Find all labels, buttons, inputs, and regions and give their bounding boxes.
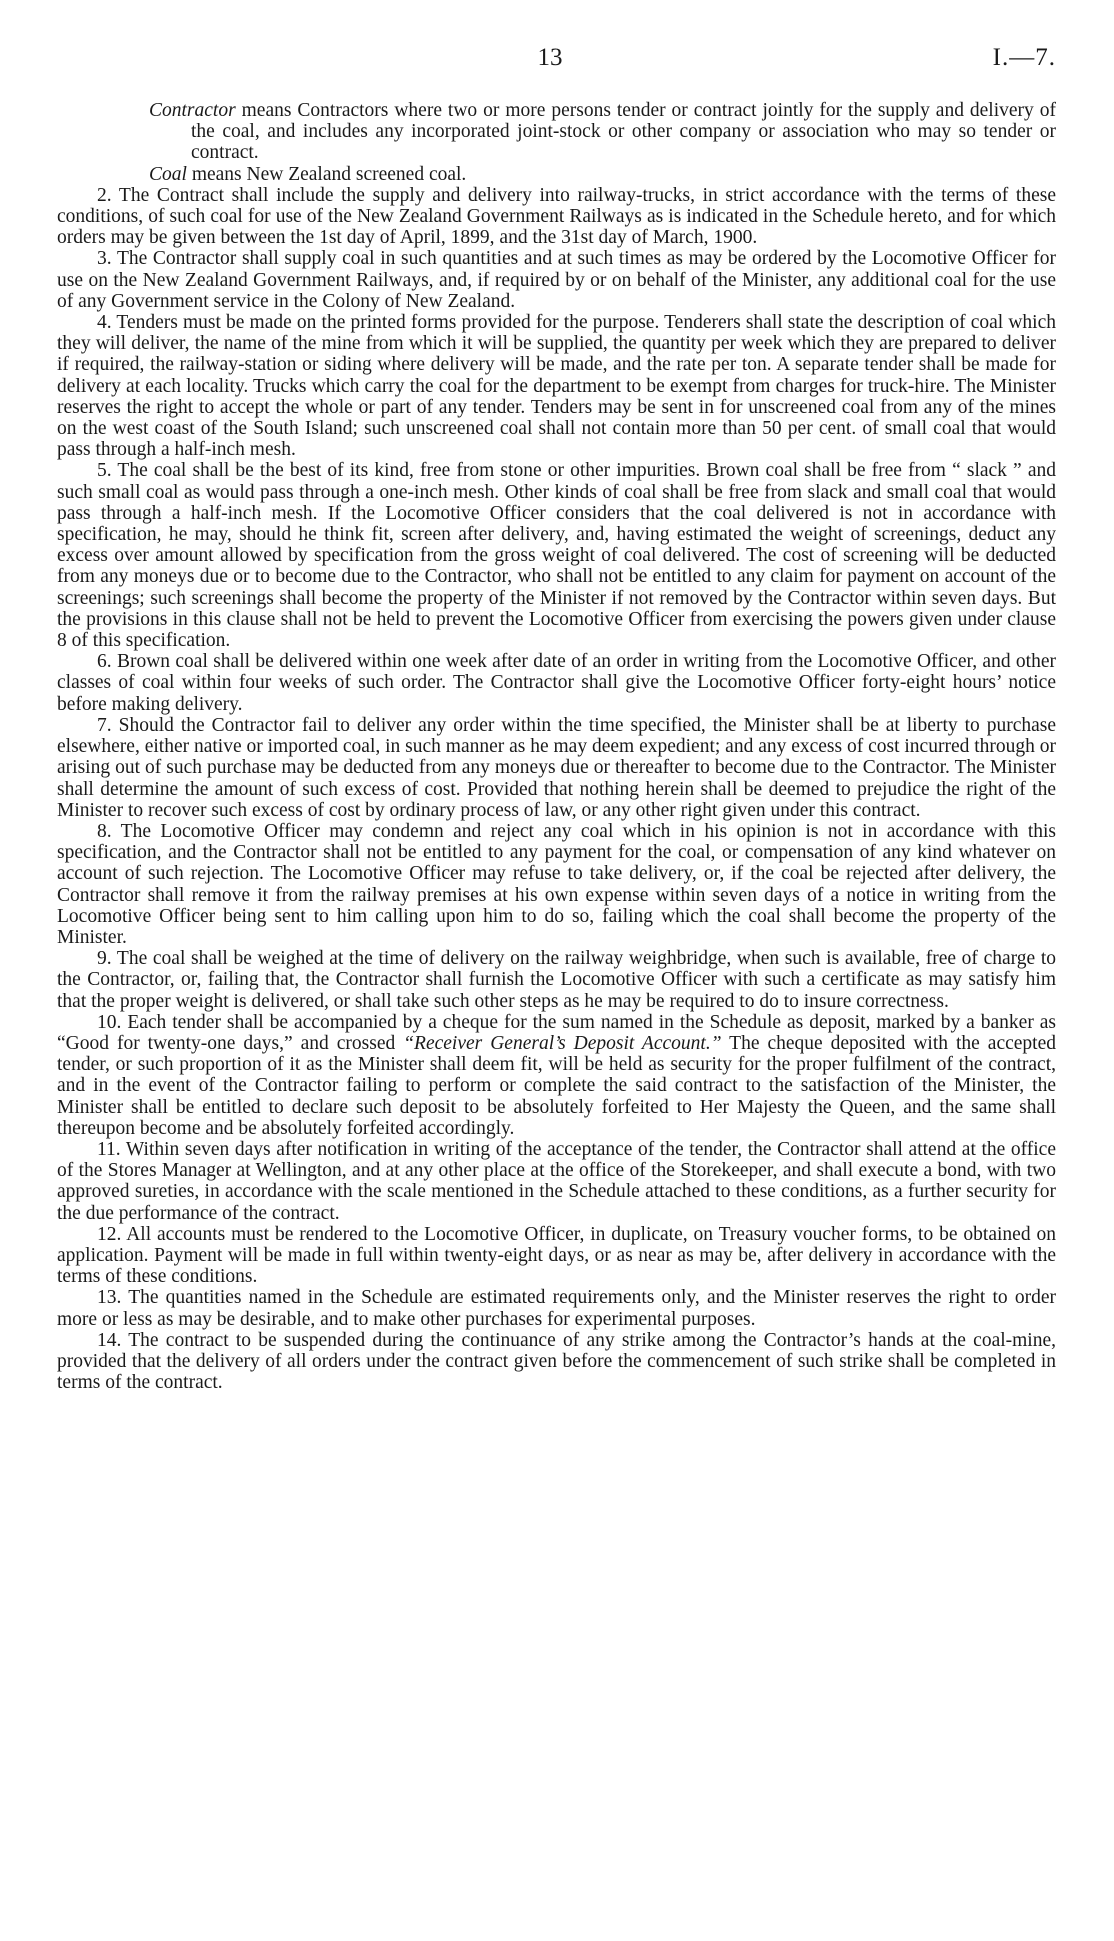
clause-text: Brown coal shall be delivered within one week after date of an order in writing from the Locomotive Officer, and other classes of coal within four weeks of such order. The Contractor shall give the Locomotive Officer forty-eight hours’ notice before making delivery.	[57, 651, 1056, 715]
clause-number: 5.	[97, 460, 112, 482]
clause-text: The contract to be suspended during the continuance of any strike among the Contractor’s hands at the coal-mine, provided that the delivery of all orders under the contract given before the commencement of such strike shall be completed in terms of the contract.	[57, 1329, 1056, 1394]
clause-number: 11.	[97, 1138, 121, 1160]
clause-text: Should the Contractor fail to deliver any order within the time specified, the Minister shall be at liberty to purchase elsewhere, either native or imported coal, in such manner as he may deem expedient; and any excess of cost incurred through or arising out of such purchase may be deducted from any moneys due or thereafter to become due to the Contractor. The Minister shall determine the amount of such excess of cost. Provided that nothing herein shall be deemed to prejudice the right of the Minister to recover such excess of cost by ordinary process of law, or any other right given under this contract.	[57, 714, 1057, 821]
clause-number: 13.	[97, 1287, 122, 1309]
clause-text: The cheque deposited with the accepted tender, or such proportion of it as the Minister shall deem fit, will be held as security for the proper fulfilment of the contract, and in the event of the Contractor failing to perform or complete the said contract to the satisfaction of the Minister, the Minister shall be entitled to declare such deposit to be absolutely forfeited to Her Majesty the Queen, and the same shall thereupon become and be absolutely forfeited accordingly.	[57, 1032, 1056, 1139]
clause-text: The Contract shall include the supply and delivery into railway-trucks, in strict accordance with the terms of these conditions, of such coal for use of the New Zealand Government Railways as is indicated in the Schedule hereto, and for which orders may be given between the 1st day of April, 1899, and the 31st day of March, 1900.	[57, 184, 1056, 249]
clause-2	[57, 185, 1056, 249]
clause-3	[57, 248, 1056, 312]
clause-number: 12.	[97, 1223, 122, 1245]
clause-number: 6.	[97, 651, 112, 673]
clause-4	[57, 312, 1056, 460]
clause-text: Each tender shall be accompanied by a cheque for the sum named in the Schedule as deposit, marked by a banker as “Good for twenty-one days,” and crossed	[57, 1011, 1056, 1054]
clause-number: 10.	[97, 1011, 122, 1033]
definition-term: Coal	[149, 163, 187, 185]
clause-text: The Locomotive Officer may condemn and reject any coal which in his opinion is not in accordance with this specification, and the Contractor shall not be entitled to any payment for the coal, or compensation of any kind whatever on account of such rejection. The Locomotive Officer may refuse to take delivery, or, if the coal be rejected after delivery, the Contractor shall remove it from the railway premises at his own expense within seven days of a notice in writing from the Locomotive Officer being sent to him calling upon him to do so, failing which the coal shall become the property of the Minister.	[57, 820, 1056, 948]
clause-number: 8.	[97, 820, 112, 842]
clause-number: 3.	[97, 248, 112, 270]
definition-text: means Contractors where two or more persons tender or contract jointly for the supply and delivery of the coal, and includes any incorporated joint-stock or other company or association who may so tender or contract.	[191, 100, 1056, 164]
clause-12	[57, 1224, 1056, 1288]
clause-number: 7.	[97, 714, 112, 736]
clause-9	[57, 948, 1056, 1012]
clause-14	[57, 1330, 1056, 1394]
clause-text: The Contractor shall supply coal in such quantities and at such times as may be ordered by the Locomotive Officer for use on the New Zealand Government Railways, and, if required by or on behalf of the Minister, any additional coal for the use of any Government service in the Colony of New Zealand.	[57, 248, 1056, 312]
clause-text: All accounts must be rendered to the Locomotive Officer, in duplicate, on Treasury voucher forms, to be obtained on application. Payment will be made in full within twenty-eight days, or as near as may be, after delivery in accordance with the terms of these conditions.	[57, 1223, 1056, 1288]
definition-term: Contractor	[149, 100, 236, 121]
definition-text: means New Zealand screened coal.	[186, 163, 467, 185]
clause-10	[57, 1012, 1056, 1139]
clause-5	[57, 460, 1056, 651]
definition-contractor	[149, 100, 1056, 164]
clause-italic-text: “Receiver General’s Deposit Account.”	[403, 1032, 722, 1054]
clause-number: 2.	[97, 184, 112, 206]
clause-text: The coal shall be the best of its kind, free from stone or other impurities. Brown coal shall be free from “ slack ” and such small coal as would pass through a one-inch mesh. Other kinds of coal shall be free from slack and small coal that would pass through a half-inch mesh. If the Locomotive Officer considers that the coal delivered is not in accordance with specification, he may, should he think fit, screen after delivery, and, having estimated the weight of screenings, deduct any excess over amount allowed by specification from the gross weight of coal delivered. The cost of screening will be deducted from any moneys due or to become due to the Contractor, who shall not be entitled to any claim for payment on account of the screenings; such screenings shall become the property of the Minister if not removed by the Contractor within seven days. But the provisions in this clause shall not be held to prevent the Locomotive Officer from exercising the powers given under clause 8 of this specification.	[57, 460, 1056, 652]
clause-number: 9.	[97, 948, 112, 970]
clause-6	[57, 651, 1056, 715]
clause-11	[57, 1139, 1056, 1224]
document-reference: I.—7.	[992, 44, 1056, 71]
clause-7	[57, 715, 1056, 821]
clause-text: The coal shall be weighed at the time of delivery on the railway weighbridge, when such is available, free of charge to the Contractor, or, failing that, the Contractor shall furnish the Locomotive Officer with such a certificate as may satisfy him that the proper weight is delivered, or shall take such other steps as he may be required to do to insure correctness.	[57, 948, 1056, 1012]
clause-number: 4.	[97, 312, 112, 334]
definition-coal	[149, 164, 1056, 185]
clause-text: Within seven days after notification in writing of the acceptance of the tender, the Contractor shall attend at the office of the Stores Manager at Wellington, and at any other place at the office of the Storekeeper, and shall execute a bond, with two approved sureties, in accordance with the scale mentioned in the Schedule attached to these conditions, as a further security for the due performance of the contract.	[57, 1138, 1056, 1224]
page-number: 13	[537, 44, 563, 71]
clause-13	[57, 1287, 1056, 1329]
clause-text: Tenders must be made on the printed forms provided for the purpose. Tenderers shall state the description of coal which they will deliver, the name of the mine from which it will be supplied, the quantity per week which they are prepared to deliver if required, the railway-station or siding where delivery will be made, and the rate per ton. A separate tender shall be made for delivery at each locality. Trucks which carry the coal for the department to be exempt from charges for truck-hire. The Minister reserves the right to accept the whole or part of any tender. Tenders may be sent in for unscreened coal from any of the mines on the west coast of the South Island; such unscreened coal shall not contain more than 50 per cent. of small coal that would pass through a half-inch mesh.	[57, 312, 1056, 461]
document-body	[57, 100, 1056, 1393]
clause-number: 14.	[97, 1329, 122, 1351]
clause-text: The quantities named in the Schedule are estimated requirements only, and the Minister reserves the right to order more or less as may be desirable, and to make other purchases for experimental purposes.	[57, 1287, 1056, 1330]
clause-8	[57, 821, 1056, 948]
